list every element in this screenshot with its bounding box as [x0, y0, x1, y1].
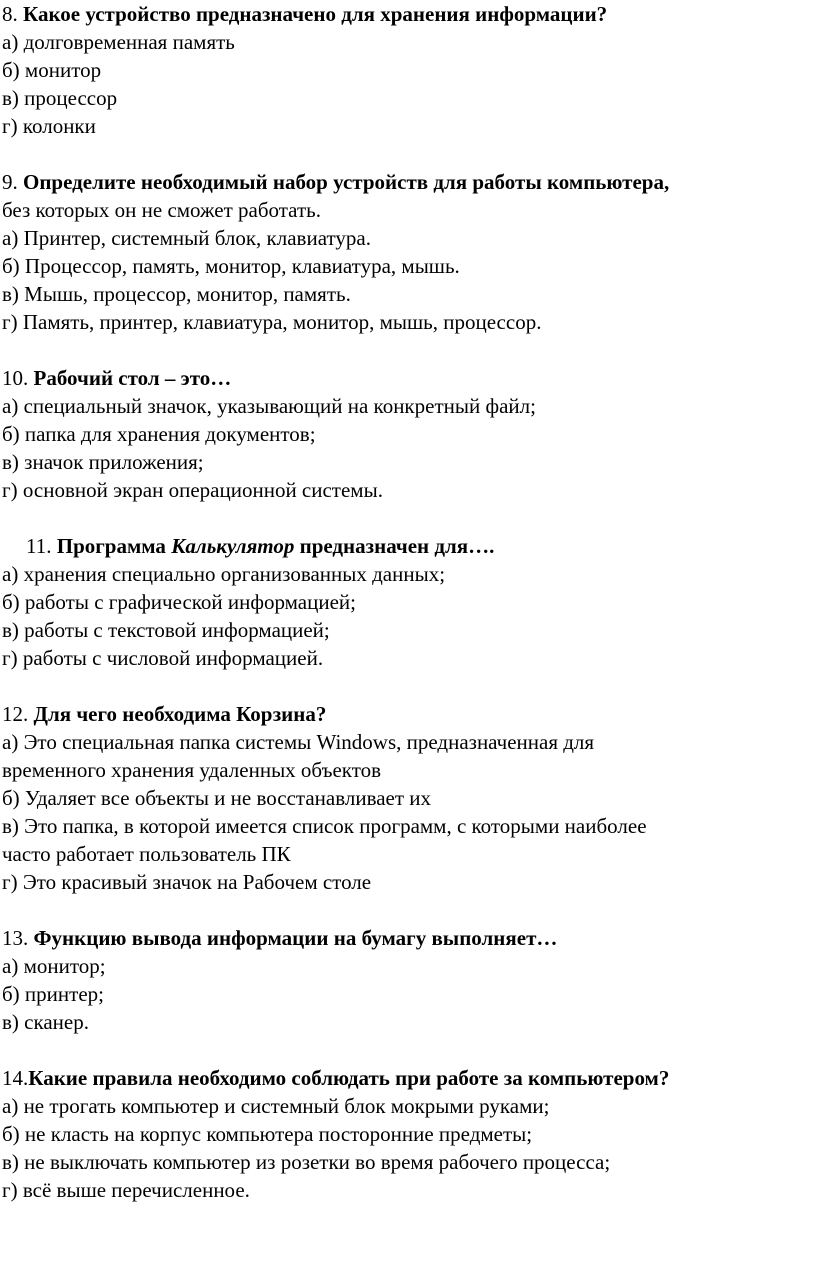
question-number: 8.	[2, 2, 23, 26]
question-11-heading	[2, 532, 812, 560]
question-10	[2, 364, 812, 504]
answer-option-b	[2, 252, 812, 280]
answer-options	[2, 224, 812, 336]
option-text: а) долговременная память	[2, 30, 235, 54]
question-10-heading	[2, 364, 812, 392]
question-text: Программа	[56, 534, 172, 558]
question-text: Рабочий стол – это…	[33, 366, 232, 390]
question-text: Определите необходимый набор устройств для работы компьютера,	[23, 170, 670, 194]
answer-option-c	[2, 448, 812, 476]
question-text: Функцию вывода информации на бумагу выполняет…	[33, 926, 558, 950]
answer-option-b	[2, 588, 812, 616]
question-8-heading	[2, 0, 812, 28]
answer-option-d	[2, 112, 812, 140]
option-text: г) Память, принтер, клавиатура, монитор, мышь, процессор.	[2, 310, 542, 334]
answer-option-d	[2, 1176, 812, 1204]
answer-option-d	[2, 476, 812, 504]
option-text: а) специальный значок, указывающий на конкретный файл;	[2, 394, 536, 418]
option-text: б) Удаляет все объекты и не восстанавливает их	[2, 786, 432, 810]
question-number: 14.	[2, 1066, 29, 1090]
answer-option-c	[2, 1148, 812, 1176]
option-text: б) монитор	[2, 58, 102, 82]
option-text: в) не выключать компьютер из розетки во время рабочего процесса;	[2, 1150, 611, 1174]
question-12	[2, 700, 812, 896]
answer-option-c	[2, 84, 812, 112]
option-text: а) монитор;	[2, 954, 106, 978]
answer-options	[2, 952, 812, 1036]
answer-option-a	[2, 28, 812, 56]
option-text: г) колонки	[2, 114, 96, 138]
answer-option-b	[2, 420, 812, 448]
option-text: а) Это специальная папка системы Windows, предназначенная для	[2, 730, 595, 754]
option-text: г) работы с числовой информацией.	[2, 646, 324, 670]
option-text: в) сканер.	[2, 1010, 89, 1034]
question-text-continuation: без которых он не сможет работать.	[2, 198, 321, 222]
option-text: в) работы с текстовой информацией;	[2, 618, 330, 642]
option-text: г) всё выше перечисленное.	[2, 1178, 250, 1202]
option-text: а) не трогать компьютер и системный блок мокрыми руками;	[2, 1094, 550, 1118]
option-text: а) Принтер, системный блок, клавиатура.	[2, 226, 371, 250]
option-text: б) работы с графической информацией;	[2, 590, 356, 614]
question-text: Для чего необходима Корзина?	[33, 702, 327, 726]
question-14-heading	[2, 1064, 812, 1092]
option-text: а) хранения специально организованных данных;	[2, 562, 446, 586]
answer-option-a	[2, 1092, 812, 1120]
question-number: 12.	[2, 702, 34, 726]
option-text-continuation: часто работает пользователь ПК	[2, 842, 291, 866]
answer-options	[2, 728, 812, 896]
answer-option-a	[2, 392, 812, 420]
option-text: в) процессор	[2, 86, 118, 110]
answer-option-d	[2, 308, 812, 336]
quiz-document	[2, 0, 812, 1204]
question-text: Какие правила необходимо соблюдать при работе за компьютером?	[28, 1066, 670, 1090]
question-8	[2, 0, 812, 140]
answer-option-c	[2, 616, 812, 644]
answer-option-a	[2, 560, 812, 588]
answer-option-a	[2, 952, 812, 980]
answer-option-b	[2, 784, 812, 812]
question-number: 10.	[2, 366, 34, 390]
answer-option-b	[2, 1120, 812, 1148]
option-text: г) Это красивый значок на Рабочем столе	[2, 870, 372, 894]
question-number: 9.	[2, 170, 23, 194]
answer-options	[2, 1092, 812, 1204]
answer-option-a	[2, 728, 812, 784]
answer-option-b	[2, 980, 812, 1008]
question-12-heading	[2, 700, 812, 728]
question-13-heading	[2, 924, 812, 952]
question-11	[2, 532, 812, 672]
option-text: б) папка для хранения документов;	[2, 422, 316, 446]
question-14	[2, 1064, 812, 1204]
question-number: 13.	[2, 926, 34, 950]
answer-option-c	[2, 812, 812, 868]
answer-option-c	[2, 1008, 812, 1036]
option-text: б) Процессор, память, монитор, клавиатура, мышь.	[2, 254, 460, 278]
question-number: 11.	[26, 534, 57, 558]
answer-option-c	[2, 280, 812, 308]
question-text-emphasis: Калькулятор	[171, 534, 295, 558]
answer-options	[2, 392, 812, 504]
option-text-continuation: временного хранения удаленных объектов	[2, 758, 382, 782]
answer-option-b	[2, 56, 812, 84]
question-text-end: предназначен для….	[294, 534, 495, 558]
question-text: Какое устройство предназначено для хранения информации?	[23, 2, 608, 26]
answer-options	[2, 560, 812, 672]
option-text: в) значок приложения;	[2, 450, 204, 474]
option-text: в) Мышь, процессор, монитор, память.	[2, 282, 351, 306]
answer-option-d	[2, 868, 812, 896]
option-text: г) основной экран операционной системы.	[2, 478, 383, 502]
question-9	[2, 168, 812, 336]
answer-option-d	[2, 644, 812, 672]
option-text: б) не класть на корпус компьютера посторонние предметы;	[2, 1122, 533, 1146]
question-13	[2, 924, 812, 1036]
question-9-heading	[2, 168, 812, 196]
answer-option-a	[2, 224, 812, 252]
option-text: в) Это папка, в которой имеется список программ, с которыми наиболее	[2, 814, 647, 838]
answer-options	[2, 28, 812, 140]
option-text: б) принтер;	[2, 982, 104, 1006]
